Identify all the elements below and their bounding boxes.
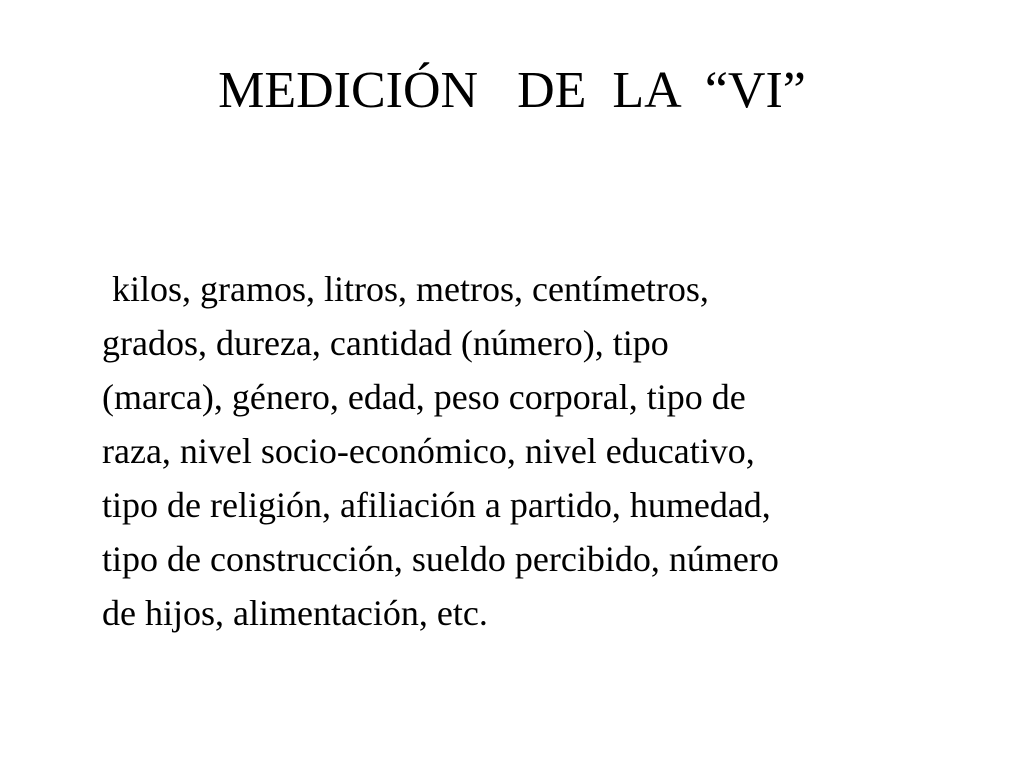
body-line: tipo de religión, afiliación a partido, humedad,	[102, 485, 771, 525]
slide-body-text	[102, 262, 982, 640]
body-line: (marca), género, edad, peso corporal, tipo de	[102, 377, 746, 417]
slide-title: MEDICIÓN DE LA “VI”	[218, 62, 806, 119]
body-line: raza, nivel socio-económico, nivel educativo,	[102, 431, 755, 471]
body-line: grados, dureza, cantidad (número), tipo	[102, 323, 669, 363]
body-line: de hijos, alimentación, etc.	[102, 593, 488, 633]
body-line: kilos, gramos, litros, metros, centímetros,	[112, 269, 709, 309]
body-line: tipo de construcción, sueldo percibido, número	[102, 539, 779, 579]
